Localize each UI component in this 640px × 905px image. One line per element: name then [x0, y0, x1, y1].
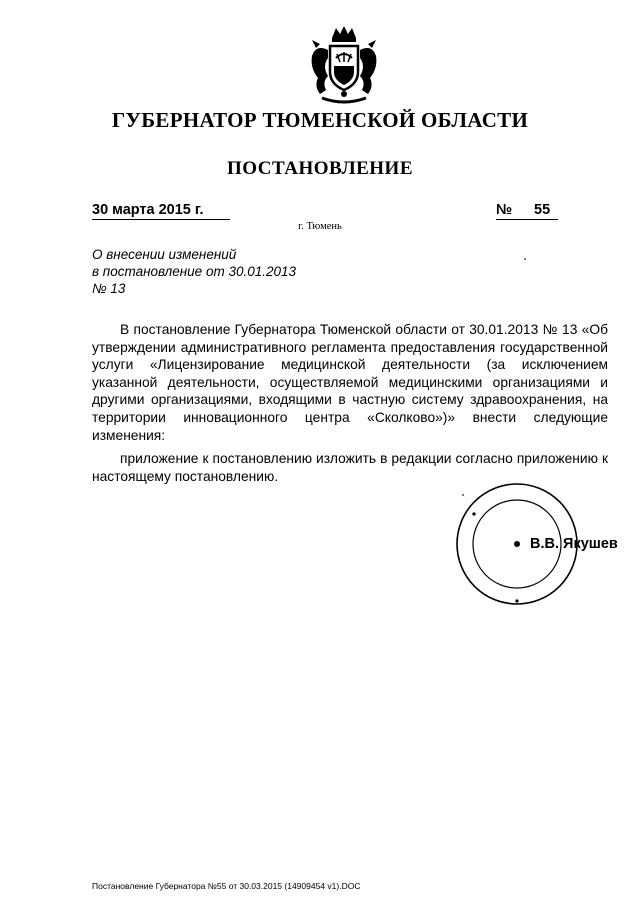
document-number: 55 [534, 202, 551, 218]
org-title: ГУБЕРНАТОР ТЮМЕНСКОЙ ОБЛАСТИ [111, 108, 529, 132]
tyumen-coat-of-arms-icon [302, 24, 386, 108]
signer-name: В.В. Якушев [530, 536, 618, 552]
document-body [92, 321, 608, 485]
city: г. Тюмень [298, 221, 342, 232]
footer-filename: Постановление Губернатора №55 от 30.03.2015 (14909454 v1).DOC [92, 881, 361, 891]
body-paragraph: В постановление Губернатора Тюменской области от 30.01.2013 № 13 «Об утверждении административного регламента предоставления государственной услуги «Лицензирование медицинской деятельности (за исключением указанной деятельности, осуществляемой медицинскими организациями и другими организациями, входящими в частную систему здравоохранения, на территории инновационного центра «Сколково»)» внести следующие изменения: [92, 322, 608, 443]
date-underline [92, 219, 230, 220]
document-date: 30 марта 2015 г. [92, 202, 204, 218]
scan-speck [462, 494, 464, 496]
subject-line: О внесении изменений [92, 247, 237, 262]
body-paragraph: приложение к постановлению изложить в редакции согласно приложению к настоящему постановлению. [92, 451, 608, 484]
subject-line: в постановление от 30.01.2013 [92, 264, 297, 279]
document-type: ПОСТАНОВЛЕНИЕ [226, 158, 414, 179]
subject-line: № 13 [92, 281, 126, 296]
scan-speck [524, 258, 526, 260]
number-label: № [496, 202, 513, 218]
document-subject [92, 246, 296, 297]
number-underline [496, 219, 558, 220]
